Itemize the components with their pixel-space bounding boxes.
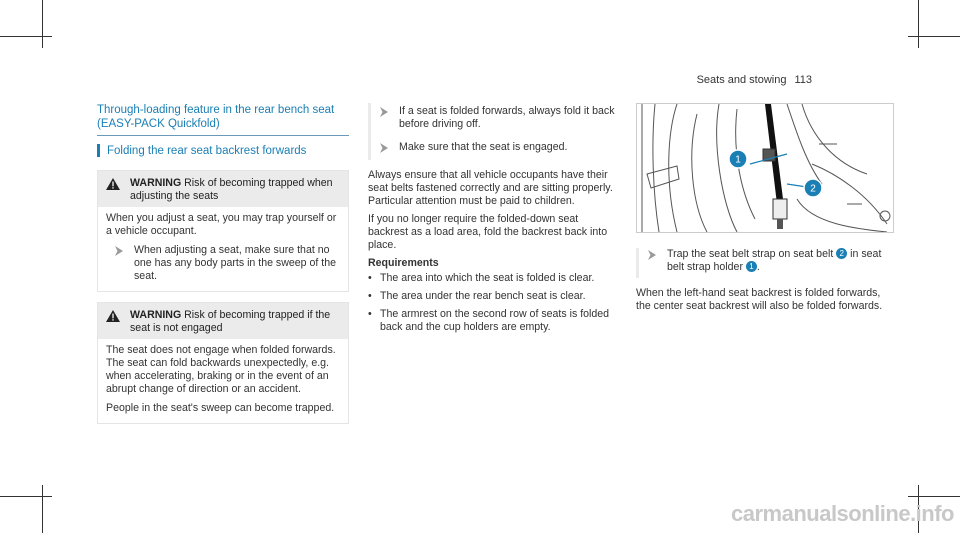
page-number: 113 bbox=[794, 74, 812, 86]
crop-mark bbox=[918, 0, 919, 48]
step-text-part: . bbox=[756, 261, 760, 273]
watermark: carmanualsonline.info bbox=[731, 501, 954, 526]
crop-mark bbox=[0, 496, 52, 497]
list-item bbox=[368, 308, 620, 334]
step-text: Make sure that the seat is engaged. bbox=[399, 141, 568, 153]
crop-mark bbox=[42, 0, 43, 48]
bullet-dot: • bbox=[368, 290, 372, 302]
crop-mark bbox=[42, 485, 43, 533]
section-title bbox=[97, 103, 349, 131]
continued-steps bbox=[368, 103, 620, 160]
warning-label: WARNING bbox=[130, 177, 182, 189]
paragraph: When the left-hand seat backrest is folded forwards, the center seat backrest will also be folded forwards. bbox=[636, 287, 883, 312]
instruction-step bbox=[379, 141, 620, 154]
bullet-dot: • bbox=[368, 308, 372, 320]
list-item bbox=[368, 272, 620, 285]
right-body bbox=[636, 248, 894, 313]
instruction-step bbox=[106, 244, 340, 283]
section-title-line2: (EASY-PACK Quickfold) bbox=[97, 118, 220, 130]
warning-paragraph: People in the seat's sweep can become trapped. bbox=[106, 402, 335, 414]
warning-paragraph: When you adjust a seat, you may trap yourself or a vehicle occupant. bbox=[106, 212, 337, 237]
running-header bbox=[697, 74, 812, 86]
paragraph: Always ensure that all vehicle occupants have their seat belts fastened correctly and are sitting properly. Particular attention must be paid to children. bbox=[368, 169, 613, 207]
seat-belt-drawing bbox=[637, 104, 893, 232]
paragraph: If you no longer require the folded-down seat backrest as a load area, fold the backrest back into place. bbox=[368, 213, 608, 251]
warning-header-text bbox=[130, 177, 340, 203]
section-name: Seats and stowing bbox=[696, 74, 787, 86]
body-text bbox=[368, 169, 620, 334]
instruction-step bbox=[379, 105, 620, 131]
callout-1-badge: 1 bbox=[746, 261, 757, 272]
list-item-text: The area into which the seat is folded is clear. bbox=[380, 272, 595, 284]
warning-heading-text: Risk of becoming trapped when adjusting the seats bbox=[130, 177, 333, 202]
step-text bbox=[667, 248, 894, 274]
step-text: When adjusting a seat, make sure that no one has any body parts in the sweep of the seat. bbox=[134, 244, 337, 282]
middle-column bbox=[368, 103, 620, 339]
right-column bbox=[636, 103, 894, 318]
step-arrow-icon bbox=[647, 250, 657, 260]
warning-box-1 bbox=[97, 170, 349, 292]
warning-body bbox=[98, 339, 348, 423]
step-arrow-icon bbox=[379, 107, 389, 117]
warning-heading-text: Risk of becoming trapped if the seat is not engaged bbox=[130, 309, 331, 334]
step-text: If a seat is folded forwards, always fold it back before driving off. bbox=[399, 105, 615, 130]
warning-box-2 bbox=[97, 302, 349, 424]
step-text-part: Trap the seat belt strap on seat belt bbox=[667, 248, 834, 260]
list-item-text: The area under the rear bench seat is clear. bbox=[380, 290, 586, 302]
crop-mark bbox=[0, 36, 52, 37]
instruction-step bbox=[647, 248, 894, 274]
warning-body bbox=[98, 207, 348, 291]
seat-illustration bbox=[636, 103, 894, 233]
requirements-heading: Requirements bbox=[368, 257, 439, 269]
step-arrow-icon bbox=[379, 143, 389, 153]
warning-label: WARNING bbox=[130, 309, 182, 321]
step-text-part: in seat belt strap holder bbox=[667, 248, 882, 273]
callout-2: 2 bbox=[810, 183, 816, 195]
warning-triangle-icon bbox=[106, 309, 124, 335]
bullet-dot: • bbox=[368, 272, 372, 284]
subsection-bar bbox=[97, 144, 100, 157]
list-item-text: The armrest on the second row of seats is folded back and the cup holders are empty. bbox=[380, 308, 610, 333]
warning-header bbox=[98, 171, 348, 207]
list-item bbox=[368, 290, 620, 303]
warning-header bbox=[98, 303, 348, 339]
step-arrow-icon bbox=[114, 246, 124, 256]
crop-mark bbox=[908, 496, 960, 497]
section-title-line1: Through-loading feature in the rear bench seat bbox=[97, 104, 335, 116]
callout-1: 1 bbox=[735, 154, 741, 166]
subsection-title-text: Folding the rear seat backrest forwards bbox=[107, 144, 307, 157]
crop-mark bbox=[908, 36, 960, 37]
subsection-title bbox=[97, 144, 349, 157]
title-rule bbox=[97, 135, 349, 136]
callout-2-badge: 2 bbox=[836, 248, 847, 259]
warning-triangle-icon bbox=[106, 177, 124, 203]
instruction-step-box bbox=[636, 248, 894, 278]
warning-paragraph: The seat does not engage when folded forwards. The seat can fold backwards unexpectedly, e.g. when accelerating, braking or in the event of an abrupt change of direction or an accident. bbox=[106, 344, 336, 395]
left-column bbox=[97, 103, 349, 424]
warning-header-text bbox=[130, 309, 340, 335]
